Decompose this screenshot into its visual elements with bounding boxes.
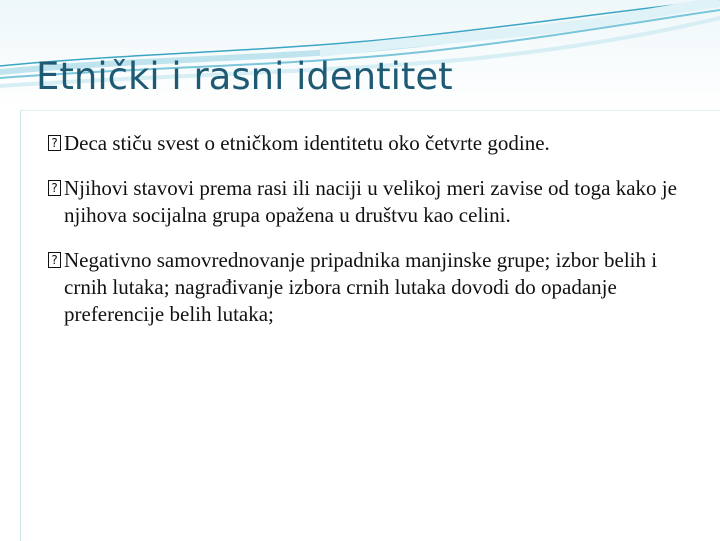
bullet-text: Negativno samovrednovanje pripadnika manjinske grupe; izbor belih i crnih lutaka; nagrađivanje izbora crnih lutaka dovodi do opadanje preferencije belih lutaka; — [64, 248, 658, 326]
bullet-item — [48, 247, 688, 328]
missing-glyph-icon: ? — [48, 252, 61, 268]
missing-glyph-icon: ? — [48, 180, 61, 196]
bullet-item — [48, 175, 688, 229]
bullet-text: Njihovi stavovi prema rasi ili naciji u velikoj meri zavise od toga kako je njihova socijalna grupa opažena u društvu kao celini. — [64, 176, 677, 227]
bullet-list — [48, 130, 688, 346]
slide-title: Etnički i rasni identitet — [36, 55, 453, 98]
bullet-text: Deca stiču svest o etničkom identitetu oko četvrte godine. — [64, 131, 550, 155]
missing-glyph-icon: ? — [48, 135, 61, 151]
bullet-item — [48, 130, 688, 157]
